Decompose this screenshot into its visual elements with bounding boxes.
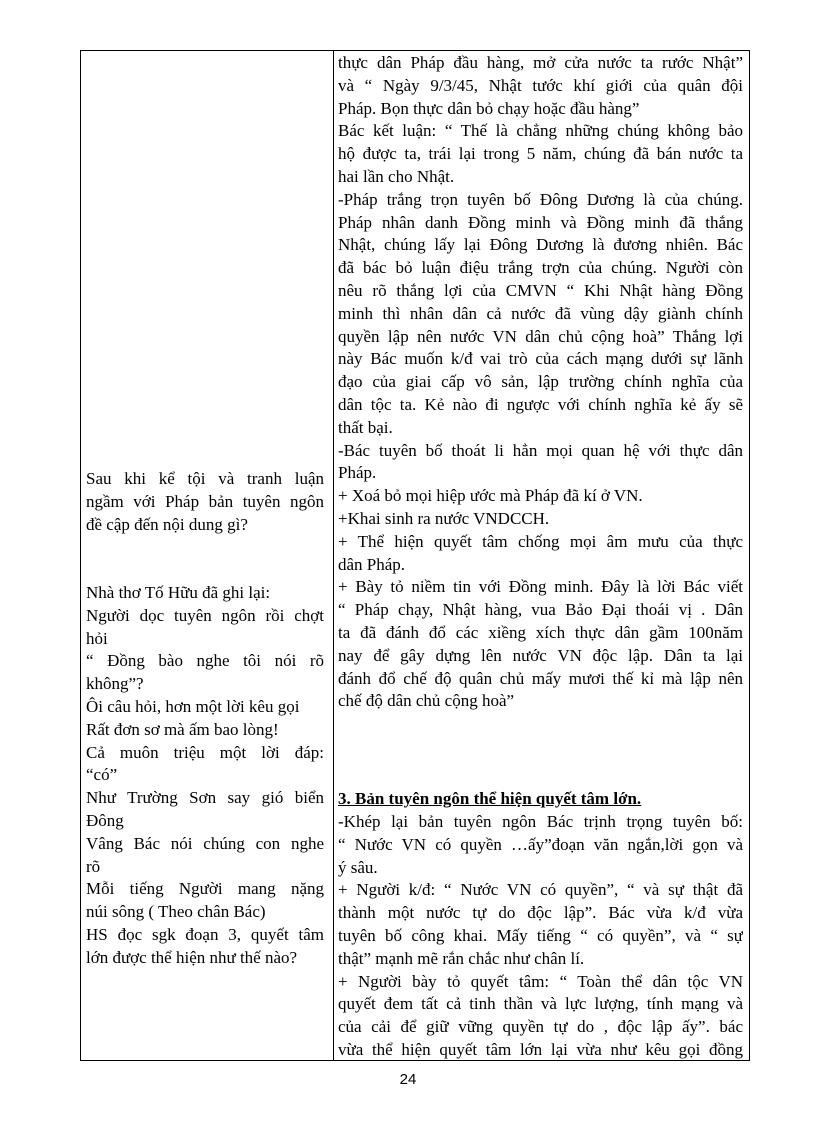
text-line: Nhà thơ Tố Hữu đã ghi lại: (86, 583, 271, 602)
text-line: Pháp nhân danh Đồng minh và Đồng minh đã thắng (338, 212, 743, 232)
text-line: dân Pháp. (338, 554, 406, 574)
text-line: đề cập đến nội dung gì? (86, 514, 248, 534)
text-line: thực dân Pháp đầu hàng, mở cửa nước ta rước Nhật” (338, 53, 743, 72)
paragraph-block (338, 811, 743, 1062)
text-line: Người dọc tuyên ngôn rồi chợt (86, 605, 324, 625)
page-number: 24 (399, 1071, 417, 1088)
text-line: đã bác bỏ luận điệu trắng trợn của chúng. Người còn (338, 258, 743, 278)
text-line: Bác kết luận: “ Thế là chẳng những chúng không bảo (338, 121, 743, 141)
text-line: tuyên bố công khai. Mấy tiếng “ có quyền”, và “ sự (338, 925, 743, 945)
text-line: hộ được ta, trái lại trong 5 năm, chúng đã bán nước ta (338, 144, 743, 164)
text-line: đạo của giai cấp vô sản, lập trường chính nghĩa của (338, 372, 743, 392)
text-line: Đông (86, 810, 124, 830)
question-block (86, 924, 324, 970)
text-line: “ Đồng bào nghe tôi nói rõ (86, 651, 324, 671)
text-line: -Bác tuyên bố thoát li hẳn mọi quan hệ với thực dân (338, 440, 743, 460)
text-line: quyền lập nên nước VN dân chủ cộng hoà” Thắng lợi (338, 326, 743, 346)
text-line: Pháp. (338, 463, 377, 483)
text-line: thất bại. (338, 417, 393, 437)
text-line: “ Pháp chạy, Nhật hàng, vua Bảo Đại thoái vị . Dân (338, 600, 743, 620)
text-line: chế độ dân chủ cộng hoà” (338, 691, 515, 711)
text-line: và “ Ngày 9/3/45, Nhật tước khí giới của quân đội (338, 75, 743, 95)
text-line: + Thể hiện quyết tâm chống mọi âm mưu của thực (338, 531, 743, 551)
text-line: dân tộc ta. Kẻ nào đi ngược với chính nghĩa kẻ ấy sẽ (338, 394, 743, 414)
text-line: này Bác muốn k/đ vai trò của cách mạng dưới sự lãnh (338, 349, 743, 369)
text-line: nêu rõ thắng lợi của CMVN “ Khi Nhật hàng Đồng (338, 280, 743, 300)
text-line: “ Nước VN có quyền …ấy”đoạn văn ngắn,lời gọn và (338, 834, 743, 854)
text-line: +Khai sinh ra nước VNDCCH. (338, 508, 550, 528)
question-block (86, 468, 324, 536)
text-line: vừa thể hiện quyết tâm lớn lại vừa như kêu gọi đồng (338, 1039, 743, 1059)
text-line: Rất đơn sơ mà ấm bao lòng! (86, 719, 279, 739)
column-divider (333, 51, 334, 1060)
text-line: Như Trường Sơn say gió biển (86, 788, 324, 808)
text-line: núi sông ( Theo chân Bác) (86, 902, 266, 922)
text-line: ngầm với Pháp bản tuyên ngôn (86, 491, 324, 511)
text-line: Vâng Bác nói chúng con nghe (86, 833, 324, 853)
text-line: ý sâu. (338, 857, 378, 877)
text-line: + Người bày tỏ quyết tâm: “ Toàn thể dân tộc VN (338, 971, 743, 991)
section-heading: 3. Bản tuyên ngôn thể hiện quyết tâm lớn. (338, 789, 642, 808)
text-line: rõ (86, 856, 101, 876)
text-line: Pháp. Bọn thực dân bỏ chạy hoặc đầu hàng” (338, 98, 640, 118)
content-table (80, 50, 750, 1061)
paragraph-block (338, 52, 743, 713)
text-line: Nhật, chúng lấy lại Đông Dương là đương nhiên. Bác (338, 235, 743, 255)
text-line: nay để gây dựng lên nước VN độc lập. Dân ta lại (338, 645, 743, 665)
text-line: lớn được thể hiện như thế nào? (86, 947, 298, 967)
text-line: không”? (86, 674, 144, 694)
text-line: đánh đổ chế độ quân chủ mấy mươi thế kỉ mà lập nên (338, 668, 743, 688)
text-line: minh thì nhân dân cả nước đã vùng dậy giành chính (338, 303, 743, 323)
text-line: Cả muôn triệu một lời đáp: (86, 742, 324, 762)
text-line: -Khép lại bản tuyên ngôn Bác trịnh trọng tuyên bố: (338, 812, 743, 831)
text-line: “có” (86, 765, 118, 785)
text-line: hai lần cho Nhật. (338, 166, 455, 186)
text-line: quyết đem tất cả tinh thần và lực lượng, tính mạng và (338, 994, 743, 1014)
text-line: thật” mạnh mẽ rắn chắc như chân lí. (338, 948, 585, 968)
text-line: ta đã đánh đổ các xiềng xích thực dân gầm 100năm (338, 622, 743, 642)
text-line: + Người k/đ: “ Nước VN có quyền”, “ và sự thật đã (338, 880, 743, 900)
text-line: của cải để giữ vững quyền tự do , độc lập ấy”. bác (338, 1017, 743, 1037)
text-line: hỏi (86, 628, 108, 648)
text-line: -Pháp trắng trọn tuyên bố Đông Dương là của chúng. (338, 189, 743, 209)
text-line: Mỗi tiếng Người mang nặng (86, 879, 324, 899)
text-line: Ôi câu hỏi, hơn một lời kêu gọi (86, 696, 300, 716)
text-line: + Xoá bỏ mọi hiệp ước mà Pháp đã kí ở VN. (338, 486, 643, 506)
text-line: + Bày tỏ niềm tin với Đồng minh. Đây là lời Bác viết (338, 577, 743, 597)
poem-block (86, 582, 324, 924)
text-line: Sau khi kể tội và tranh luận (86, 469, 324, 488)
text-line: HS đọc sgk đoạn 3, quyết tâm (86, 925, 324, 944)
text-line: thành một nước tự do độc lập”. Bác vừa k/đ vừa (338, 903, 743, 923)
